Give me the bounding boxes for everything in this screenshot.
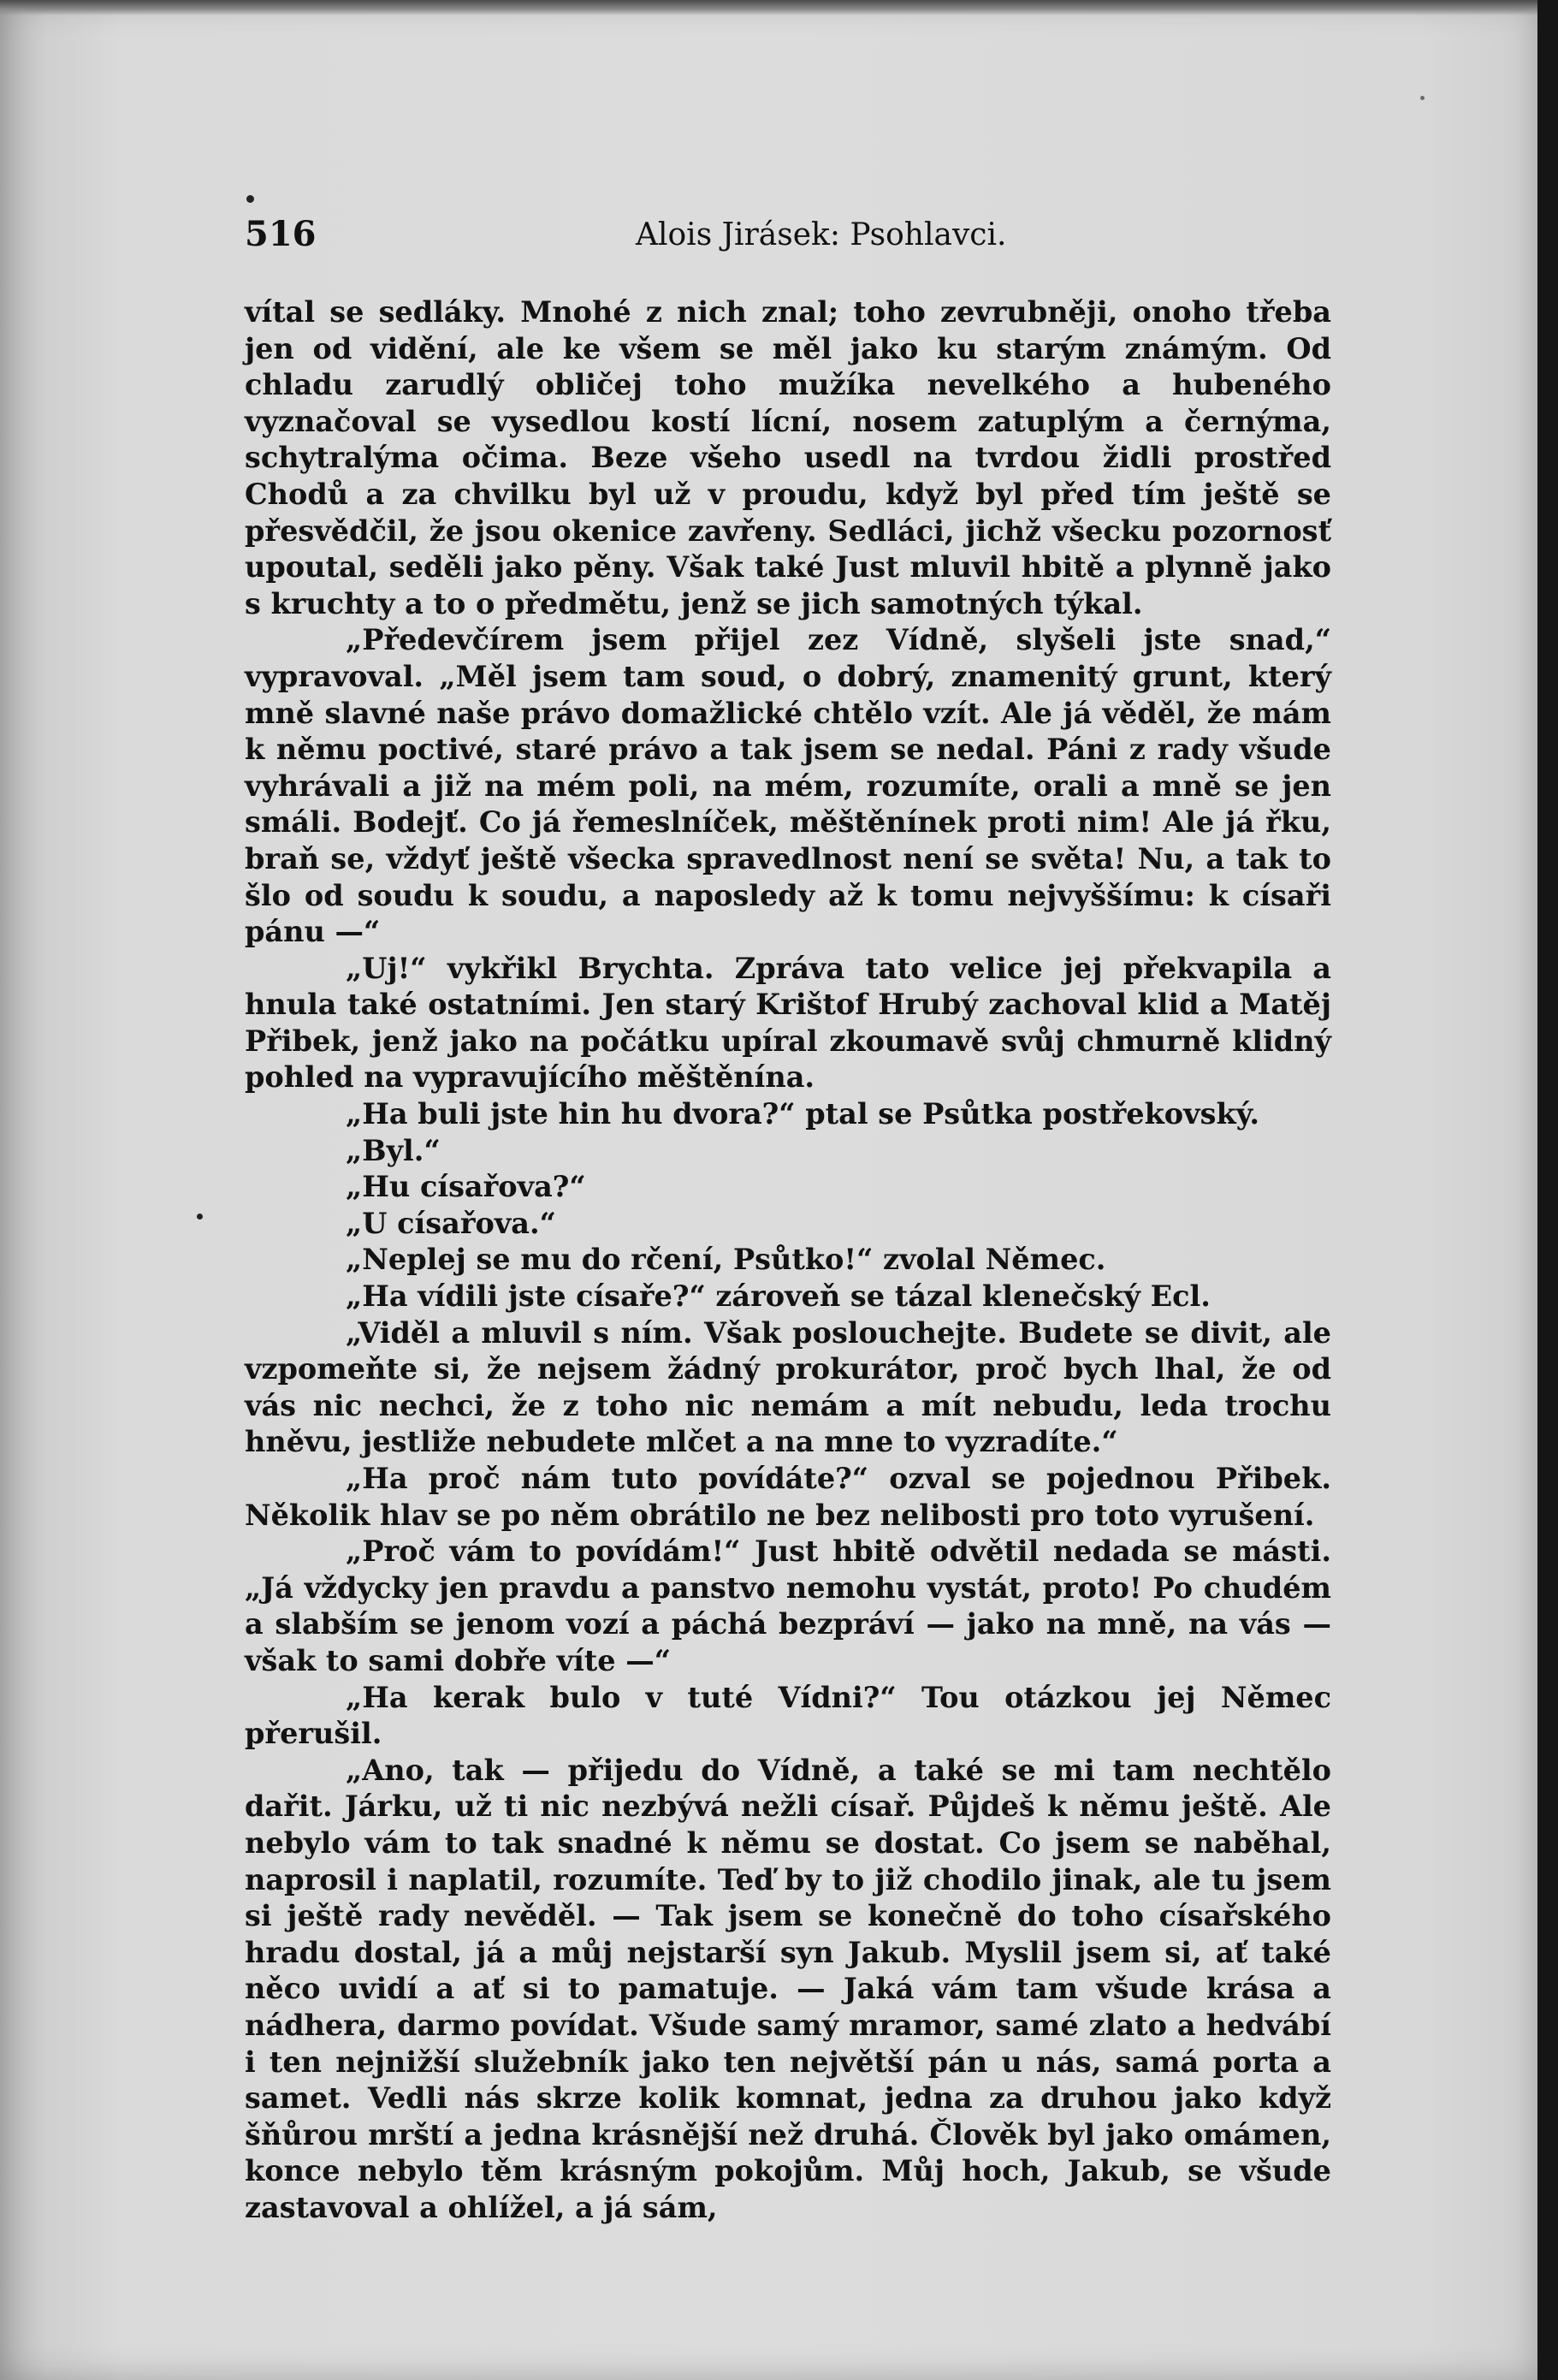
page-header [245,214,1331,257]
paragraph: „Viděl a mluvil s ním. Však poslouchejte. Budete se divit, ale vzpomeňte si, že nejsem žádný prokurátor, proč bych lhal, že od vás nic nechci, že z toho nic nemám a mít nebudu, leda trochu hněvu, jestliže nebudete mlčet a na mne to vyzradíte.“ [245,1315,1331,1459]
body-text [245,294,1331,2226]
paragraph: „Ha buli jste hin hu dvora?“ ptal se Psůtka postřekovský. [346,1097,1259,1131]
running-title: Alois Jirásek: Psohlavci. [636,217,1007,252]
paragraph: „Hu císařova?“ [346,1170,586,1204]
paragraph: „Ano, tak — přijedu do Vídně, a také se mi tam nechtělo dařit. Járku, už ti nic nezbývá nežli císař. Půjdeš k němu ještě. Ale nebylo vám to tak snadné k němu se dostat. Co jsem se naběhal, naprosil i naplatil, rozumíte. Teď by to již chodilo jinak, ale tu jsem si ještě rady nevěděl. — Tak jsem se konečně do toho císařského hradu dostal, já a můj nejstarší syn Jakub. Myslil jsem si, ať také něco uvidí a ať si to pamatuje. — Jaká vám tam všude krása a nádhera, darmo povídat. Všude samý mramor, samé zlato a hedvábí i ten nejnižší služebník jako ten největší pán u nás, samá porta a samet. Vedli nás skrze kolik komnat, jedna za druhou jako když šňůrou mrští a jedna krásnější než druhá. Člověk byl jako omámen, konce nebylo těm krásným pokojům. Můj hoch, Jakub, se všude zastavoval a ohlížel, a já sám, [245,1753,1331,2224]
page-number: 516 [245,214,317,254]
paragraph: „Byl.“ [346,1133,441,1167]
page-top-shadow [0,0,1540,15]
paragraph: „Ha vídili jste císaře?“ zároveň se tázal klenečský Ecl. [346,1279,1211,1314]
paragraph: „Předevčírem jsem přijel zez Vídně, slyšeli jste snad,“ vypravoval. „Měl jsem tam soud, o dobrý, znamenitý grunt, který mně slavné naše právo domažlické chtělo vzít. Ale já věděl, že mám k němu poctivé, staré právo a tak jsem se nedal. Páni z rady všude vyhrávali a již na mém poli, na mém, rozumíte, orali a mně se jen smáli. Bodejť. Co já řemeslníček, měštěnínek proti nim! Ale já řku, braň se, vždyť ještě všecka spravedlnost není se světa! Nu, a tak to šlo od soudu k soudu, a naposledy až k tomu nejvyššímu: k císaři pánu —“ [245,623,1331,949]
paragraph: „U císařova.“ [346,1206,556,1240]
paragraph: „Ha proč nám tuto povídáte?“ ozval se pojednou Přibek. Několik hlav se po něm obrátilo ne bez nelibosti pro toto vyrušení. [245,1462,1331,1532]
paragraph: „Proč vám to povídám!“ Just hbitě odvětil nedada se másti. „Já vždycky jen pravdu a panstvo nemohu vystát, proto! Po chudém a slabším se jenom vozí a páchá bezpráví — jako na mně, na vás — však to sami dobře víte —“ [245,1534,1331,1677]
ink-speck [197,1214,203,1220]
ink-speck [1420,96,1425,100]
ink-speck [246,195,254,203]
paragraph: „Uj!“ vykřikl Brychta. Zpráva tato velice jej překvapila a hnula také ostatními. Jen starý Krištof Hrubý zachoval klid a Matěj Přibek, jenž jako na počátku upíral zkoumavě svůj chmurně klidný pohled na vypravujícího měštěnína. [245,951,1331,1095]
paragraph: vítal se sedláky. Mnohé z nich znal; toho zevrubněji, onoho třeba jen od vidění, ale ke všem se měl jako ku starým známým. Od chladu zarudlý obličej toho mužíka nevelkého a hubeného vyznačoval se vysedlou kostí lícní, nosem zatuplým a černýma, schytralýma očima. Beze všeho usedl na tvrdou židli prostřed Chodů a za chvilku byl už v proudu, když byl před tím ještě se přesvědčil, že jsou okenice zavřeny. Sedláci, jichž všecku pozornosť upoutal, seděli jako pěny. Však také Just mluvil hbitě a plynně jako s kruchty a to o předmětu, jenž se jich samotných týkal. [245,295,1331,620]
paragraph: „Ha kerak bulo v tuté Vídni?“ Tou otázkou jej Němec přerušil. [245,1680,1331,1751]
scan-border-right [1537,0,1558,2380]
paragraph: „Neplej se mu do rčení, Psůtko!“ zvolal Němec. [346,1243,1106,1277]
